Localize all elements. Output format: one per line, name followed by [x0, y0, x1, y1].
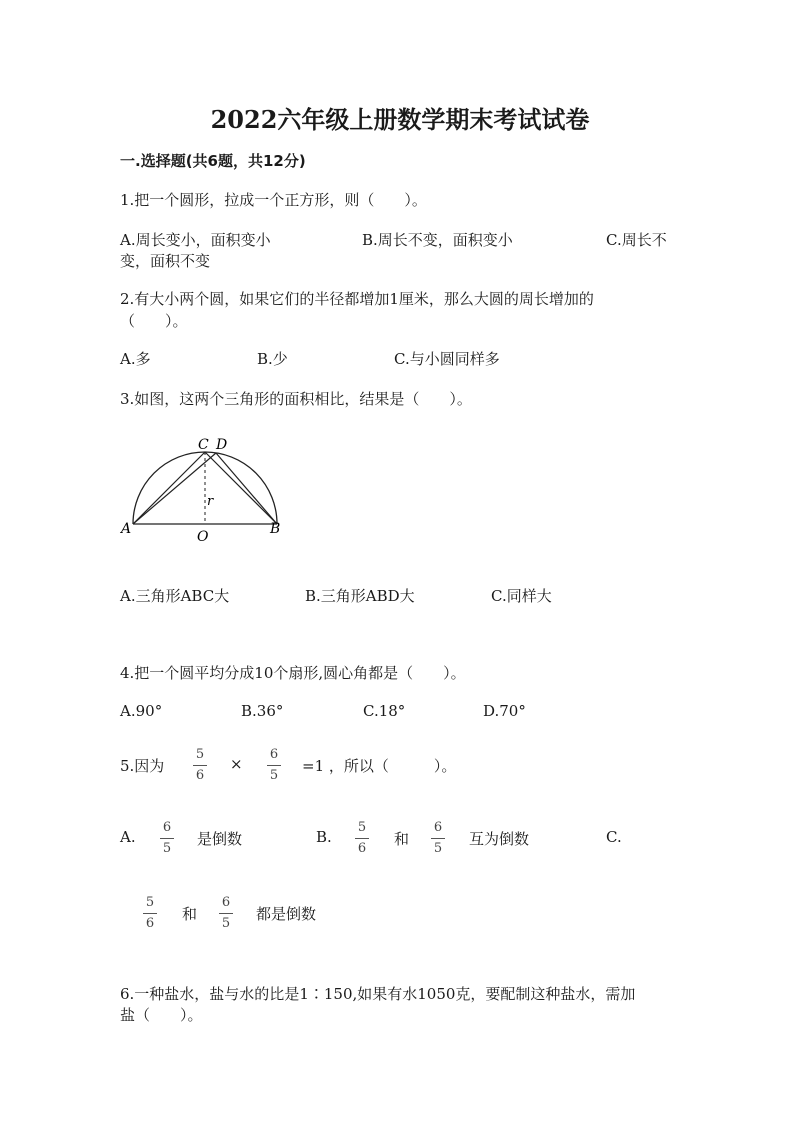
denominator: 6	[145, 916, 155, 931]
question-5-option-c-and: 和	[182, 905, 198, 923]
question-4-option-c: C.18°	[363, 702, 406, 720]
denominator: 6	[357, 841, 367, 856]
numerator: 5	[195, 747, 205, 762]
question-3-option-c: C.同样大	[491, 587, 552, 605]
question-5-option-a-text: 是倒数	[197, 830, 243, 848]
question-1-stem: 1.把一个圆形，拉成一个正方形，则（ ）。	[120, 191, 427, 209]
question-6-stem: 6.一种盐水，盐与水的比是1∶150,如果有水1050克，要配制这种盐水，需加	[120, 985, 636, 1003]
question-5-option-b-and: 和	[394, 830, 410, 848]
question-3-option-b: B.三角形ABD大	[305, 587, 415, 605]
question-4-stem: 4.把一个圆平均分成10个扇形,圆心角都是（ ）。	[120, 664, 466, 682]
denominator: 6	[195, 768, 205, 783]
fraction-5-6	[190, 748, 210, 783]
question-1-option-a: A.周长变小，面积变小	[120, 231, 271, 249]
denominator: 5	[269, 768, 279, 783]
numerator: 6	[269, 747, 279, 762]
question-5-prefix: 5.因为	[120, 757, 165, 775]
question-5-option-b-text: 互为倒数	[469, 830, 530, 848]
question-1-option-b: B.周长不变，面积变小	[362, 231, 513, 249]
label-r: r	[207, 494, 214, 509]
numerator: 6	[433, 820, 443, 835]
question-2-stem: 2.有大小两个圆，如果它们的半径都增加1厘米，那么大圆的周长增加的	[120, 290, 594, 308]
question-6-stem-wrap: 盐（ ）。	[120, 1006, 203, 1024]
question-2-option-c: C.与小圆同样多	[394, 350, 500, 368]
question-5-suffix: =1 ，所以（ ）。	[302, 757, 457, 775]
numerator: 6	[221, 895, 231, 910]
label-a: A	[121, 521, 132, 537]
denominator: 5	[433, 841, 443, 856]
semicircle-triangle-figure	[115, 435, 295, 550]
numerator: 6	[162, 820, 172, 835]
fraction-6-5	[216, 896, 236, 931]
question-3-stem: 3.如图，这两个三角形的面积相比，结果是（ ）。	[120, 390, 472, 408]
question-5-option-a-label: A.	[120, 828, 136, 846]
question-2-option-a: A.多	[120, 350, 151, 368]
fraction-6-5	[264, 748, 284, 783]
question-1-option-c-wrap: 变，面积不变	[120, 252, 211, 270]
question-4-option-b: B.36°	[241, 702, 284, 720]
label-c: C	[198, 437, 209, 453]
fraction-6-5	[428, 821, 448, 856]
question-2-stem-wrap: （ ）。	[120, 312, 188, 330]
fraction-5-6	[352, 821, 372, 856]
fraction-6-5	[157, 821, 177, 856]
label-b: B	[270, 521, 281, 537]
question-1-option-c: C.周长不	[606, 231, 667, 249]
question-3-option-a: A.三角形ABC大	[120, 587, 230, 605]
label-d: D	[216, 437, 228, 453]
question-5-option-b-label: B.	[316, 828, 332, 846]
question-4-option-a: A.90°	[120, 702, 163, 720]
numerator: 5	[145, 895, 155, 910]
page-title: 2022六年级上册数学期末考试试卷	[210, 105, 590, 134]
section-heading: 一.选择题(共6题，共12分)	[120, 152, 306, 170]
question-2-option-b: B.少	[257, 350, 288, 368]
fraction-5-6	[140, 896, 160, 931]
times-sign: ×	[230, 755, 243, 773]
question-4-option-d: D.70°	[483, 702, 526, 720]
numerator: 5	[357, 820, 367, 835]
question-5-option-c-text: 都是倒数	[256, 905, 317, 923]
denominator: 5	[162, 841, 172, 856]
label-o: O	[197, 529, 209, 545]
question-5-option-c-label: C.	[606, 828, 622, 846]
denominator: 5	[221, 916, 231, 931]
